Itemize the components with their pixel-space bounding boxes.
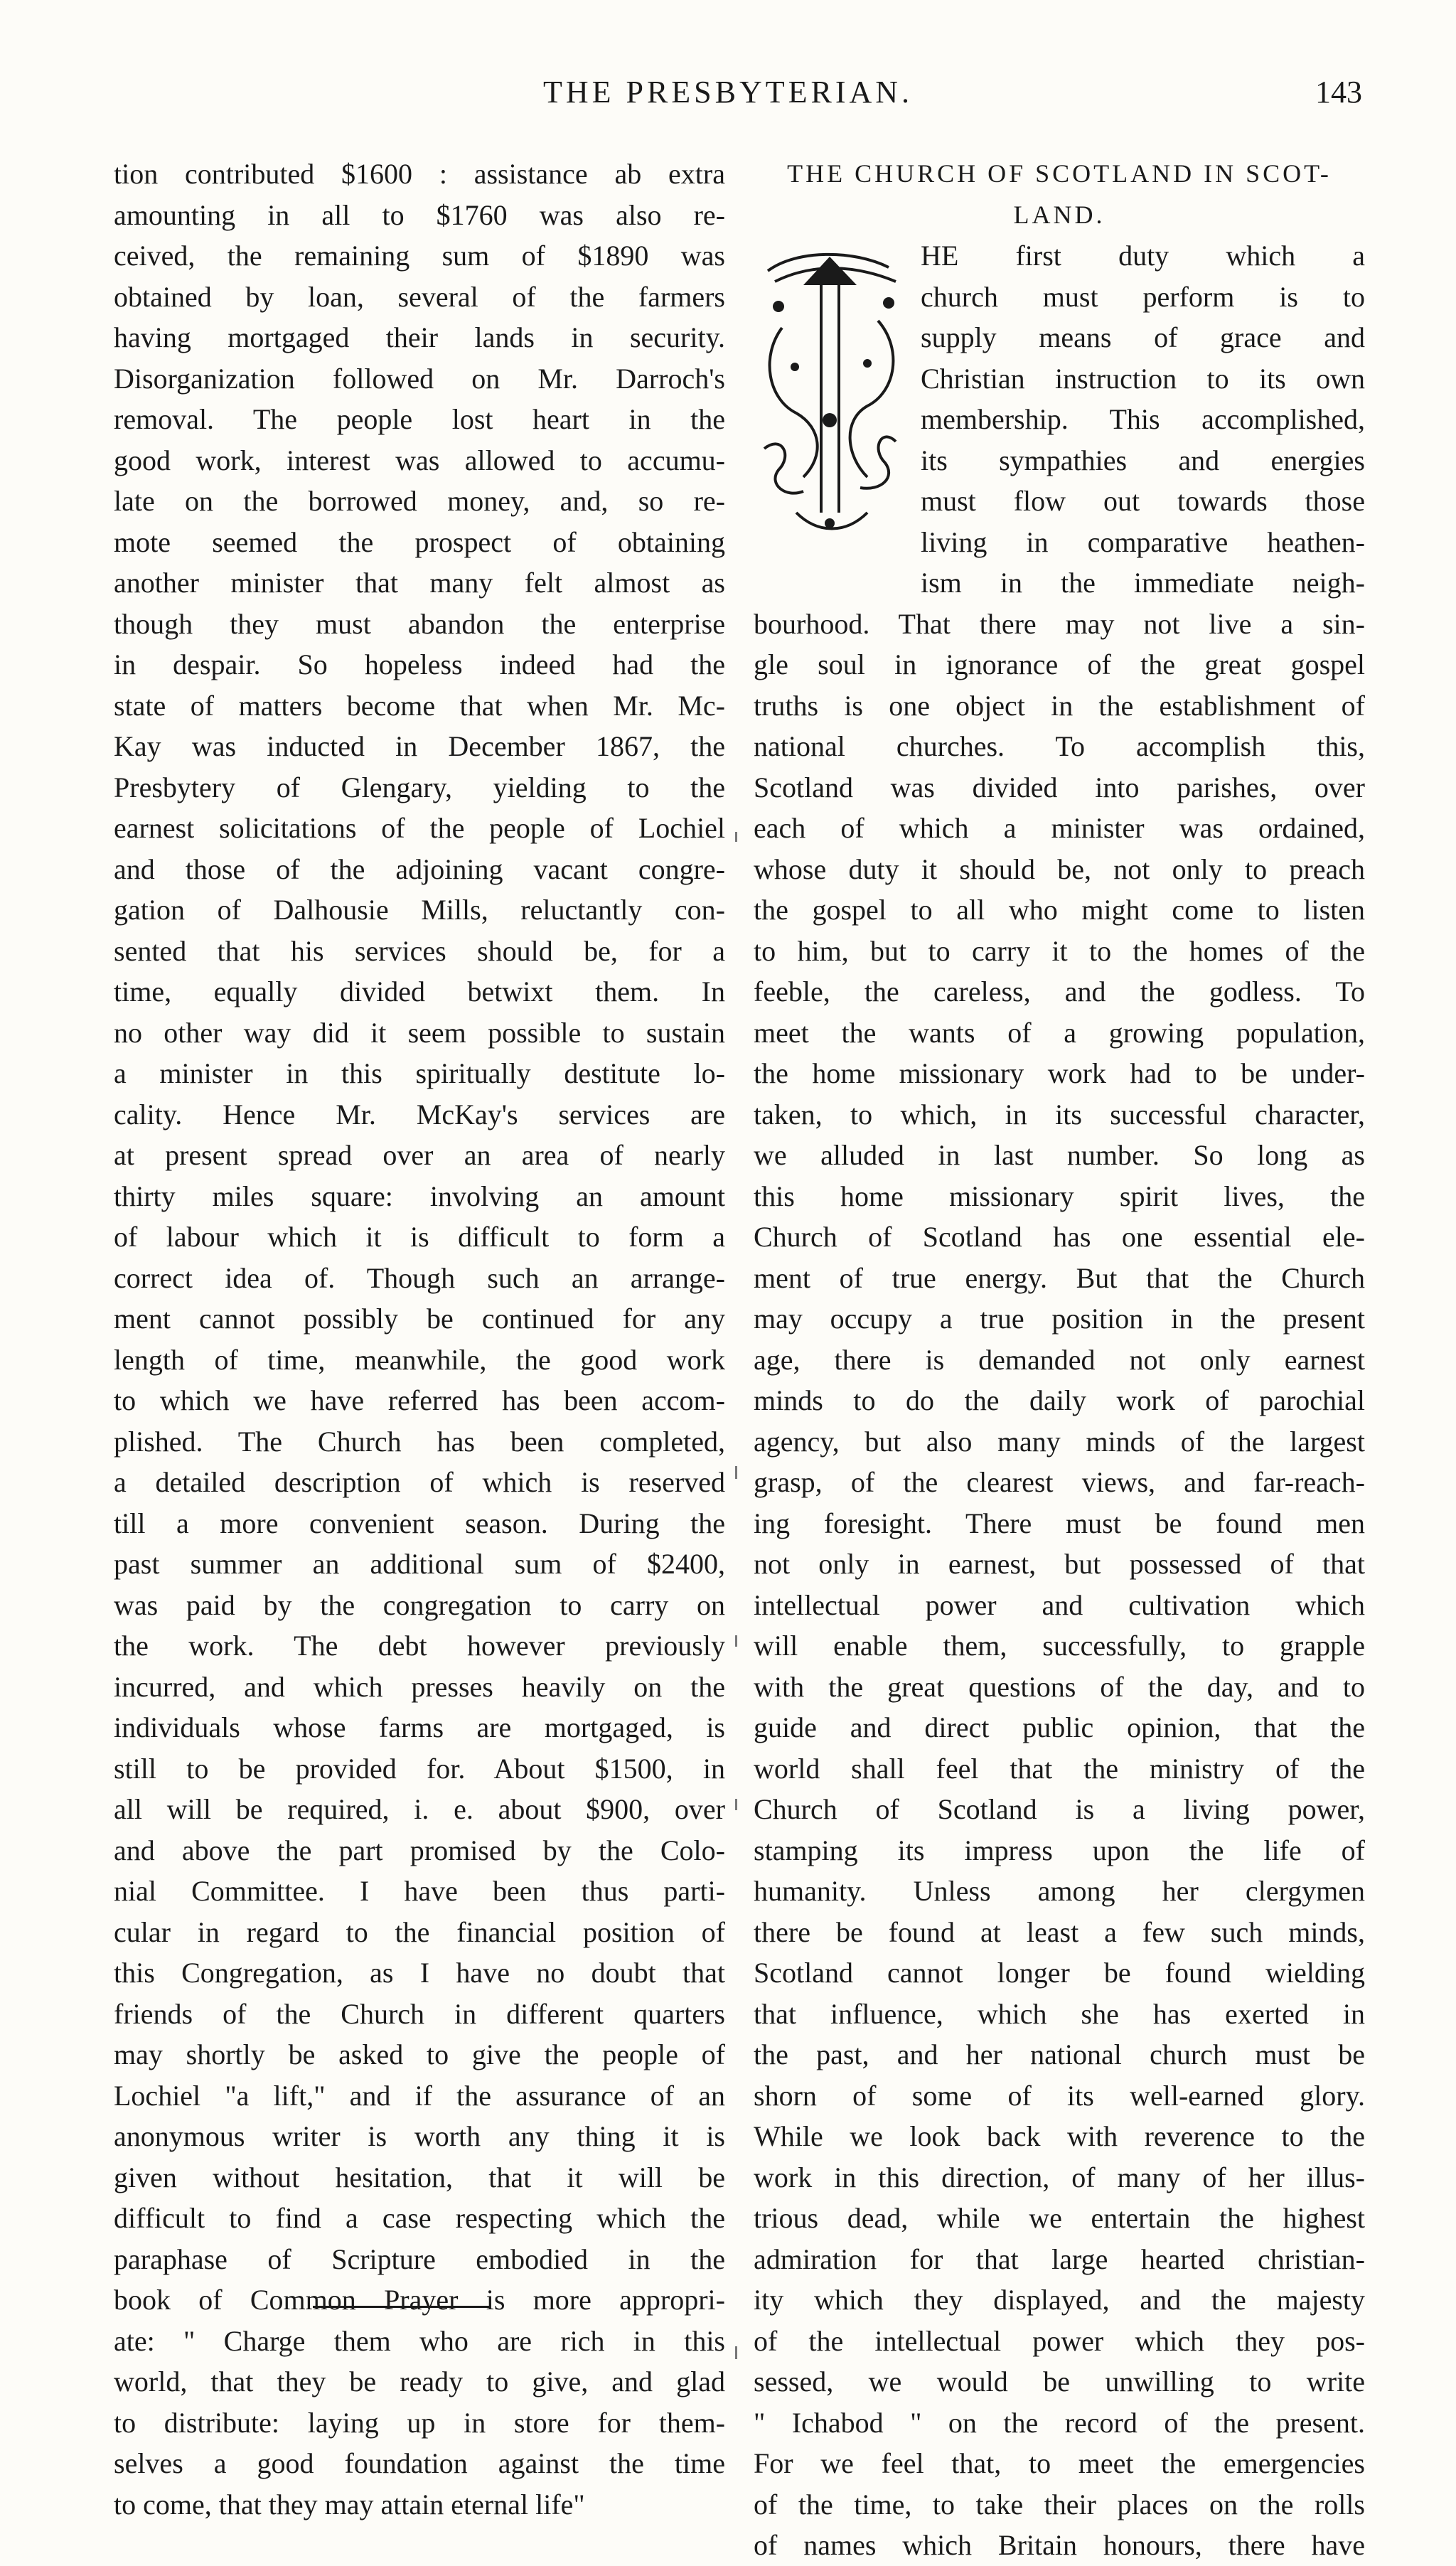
text-line: selves a good foundation against the time [114, 2447, 725, 2479]
text-line: church must perform is to [921, 280, 1365, 313]
text-line: age, there is demanded not only earnest [754, 1343, 1365, 1376]
text-line: gation of Dalhousie Mills, reluctantly con- [114, 894, 725, 926]
text-line: in despair. So hopeless indeed had the [114, 648, 725, 680]
text-line: national churches. To accomplish this, [754, 730, 1365, 762]
gutter-speck [735, 2346, 737, 2359]
text-line: plished. The Church has been completed, [114, 1425, 725, 1458]
gutter-speck [735, 1466, 737, 1479]
text-line: guide and direct public opinion, that the [754, 1711, 1365, 1743]
text-line: not only in earnest, but possessed of that [754, 1548, 1365, 1580]
text-line: shorn of some of its well-earned glory. [754, 2079, 1365, 2112]
text-line: admiration for that large hearted christian- [754, 2242, 1365, 2275]
text-line: we alluded in last number. So long as [754, 1139, 1365, 1171]
text-line: though they must abandon the enterprise [114, 607, 725, 640]
text-line: truths is one object in the establishment of [754, 689, 1365, 722]
text-line: till a more convenient season. During the [114, 1507, 725, 1539]
text-line: incurred, and which presses heavily on the [114, 1670, 725, 1703]
text-line: grasp, of the clearest views, and far-reach- [754, 1466, 1365, 1498]
text-line: the work. The debt however previously [114, 1630, 725, 1662]
text-line: anonymous writer is worth any thing it is [114, 2120, 725, 2152]
text-line: gle soul in ignorance of the great gospel [754, 648, 1365, 680]
text-line: taken, to which, in its successful character, [754, 1098, 1365, 1130]
text-line: world shall feel that the ministry of the [754, 1752, 1365, 1785]
text-line: of names which Britain honours, there have [754, 2529, 1365, 2561]
text-line: ism in the immediate neigh- [921, 567, 1365, 599]
text-line: minds to do the daily work of parochial [754, 1384, 1365, 1416]
text-line: ate: " Charge them who are rich in this [114, 2324, 725, 2357]
text-line: of the intellectual power which they pos- [754, 2324, 1365, 2357]
text-line: length of time, meanwhile, the good work [114, 1343, 725, 1376]
running-title: THE PRESBYTERIAN. [542, 75, 914, 109]
text-line: feeble, the careless, and the godless. To [754, 975, 1365, 1007]
text-line: at present spread over an area of nearly [114, 1139, 725, 1171]
text-line: and above the part promised by the Colo- [114, 1834, 725, 1866]
text-line: living in comparative heathen- [921, 525, 1365, 558]
text-line: time, equally divided betwixt them. In [114, 975, 725, 1007]
gutter-speck [735, 1799, 737, 1810]
text-line: work in this direction, of many of her illus- [754, 2161, 1365, 2193]
text-line: individuals whose farms are mortgaged, is [114, 1711, 725, 1743]
text-line: cality. Hence Mr. McKay's services are [114, 1098, 725, 1130]
text-line: ing foresight. There must be found men [754, 1507, 1365, 1539]
text-line: late on the borrowed money, and, so re- [114, 485, 725, 517]
text-line: correct idea of. Though such an arrange- [114, 1261, 725, 1294]
text-line: book of Common Prayer is more appropri- [114, 2284, 725, 2316]
text-line: Scotland was divided into parishes, over [754, 771, 1365, 803]
text-line: obtained by loan, several of the farmers [114, 280, 725, 313]
text-line: state of matters become that when Mr. Mc- [114, 689, 725, 722]
text-line: may occupy a true position in the present [754, 1303, 1365, 1335]
text-line: given without hesitation, that it will be [114, 2161, 725, 2193]
text-line: ceived, the remaining sum of $1890 was [114, 240, 725, 272]
text-line: with the great questions of the day, and to [754, 1670, 1365, 1703]
text-line: to distribute: laying up in store for them- [114, 2406, 725, 2439]
text-line: trious dead, while we entertain the highest [754, 2202, 1365, 2234]
text-line: and those of the adjoining vacant congre- [114, 852, 725, 885]
text-line: tion contributed $1600 : assistance ab extra [114, 158, 725, 190]
gutter-speck [735, 1635, 737, 1647]
text-line: Church of Scotland has one essential ele- [754, 1221, 1365, 1253]
text-line: friends of the Church in different quarters [114, 1997, 725, 2030]
text-line: mote seemed the prospect of obtaining [114, 525, 725, 558]
text-line: earnest solicitations of the people of Lochiel [114, 812, 725, 844]
text-line: Scotland cannot longer be found wielding [754, 1957, 1365, 1989]
text-line: there be found at least a few such minds, [754, 1915, 1365, 1948]
text-line: the gospel to all who might come to listen [754, 894, 1365, 926]
text-line: this home missionary spirit lives, the [754, 1180, 1365, 1212]
text-line: good work, interest was allowed to accumu- [114, 444, 725, 476]
text-line: removal. The people lost heart in the [114, 403, 725, 435]
text-line: the past, and her national church must be [754, 2038, 1365, 2070]
text-line: bourhood. That there may not live a sin- [754, 607, 1365, 640]
text-line: all will be required, i. e. about $900, over [114, 1793, 725, 1825]
text-line: ment of true energy. But that the Church [754, 1261, 1365, 1294]
text-line: meet the wants of a growing population, [754, 1016, 1365, 1049]
text-line: world, that they be ready to give, and glad [114, 2365, 725, 2397]
text-line: Presbytery of Glengary, yielding to the [114, 771, 725, 803]
text-line: HE first duty which a [921, 240, 1365, 272]
text-line: another minister that many felt almost as [114, 567, 725, 599]
text-line: membership. This accomplished, [921, 403, 1365, 435]
text-line: supply means of grace and [921, 321, 1365, 353]
text-line: " Ichabod " on the record of the present. [754, 2406, 1365, 2439]
text-line: past summer an additional sum of $2400, [114, 1548, 725, 1580]
text-line: this Congregation, as I have no doubt that [114, 1957, 725, 1989]
text-line: intellectual power and cultivation which [754, 1588, 1365, 1621]
text-line: ity which they displayed, and the majesty [754, 2284, 1365, 2316]
text-line: Kay was inducted in December 1867, the [114, 730, 725, 762]
text-line: thirty miles square: involving an amount [114, 1180, 725, 1212]
text-line: Church of Scotland is a living power, [754, 1793, 1365, 1825]
text-line: For we feel that, to meet the emergencies [754, 2447, 1365, 2479]
page-number: 143 [1315, 75, 1362, 109]
text-line: the home missionary work had to be under- [754, 1057, 1365, 1089]
ornamental-dropcap-icon [754, 242, 910, 548]
text-line: agency, but also many minds of the largest [754, 1425, 1365, 1458]
text-line: no other way did it seem possible to sustain [114, 1016, 725, 1049]
article-end-rule [313, 2306, 491, 2308]
text-line: still to be provided for. About $1500, in [114, 1752, 725, 1785]
text-line: ment cannot possibly be continued for any [114, 1303, 725, 1335]
text-line: stamping its impress upon the life of [754, 1834, 1365, 1866]
text-line: While we look back with reverence to the [754, 2120, 1365, 2152]
opening-paragraph [754, 235, 1365, 604]
gutter-speck [735, 832, 737, 842]
text-line: each of which a minister was ordained, [754, 812, 1365, 844]
text-line: that influence, which she has exerted in [754, 1997, 1365, 2030]
text-line: of the time, to take their places on the rolls [754, 2488, 1365, 2520]
text-line: Disorganization followed on Mr. Darroch's [114, 362, 725, 395]
article-title: LAND. [1013, 200, 1106, 229]
text-line: a minister in this spiritually destitute lo- [114, 1057, 725, 1089]
text-line: humanity. Unless among her clergymen [754, 1875, 1365, 1907]
text-line: amounting in all to $1760 was also re- [114, 198, 725, 231]
left-column [114, 154, 725, 2525]
text-line: must flow out towards those [921, 485, 1365, 517]
text-line: to come, that they may attain eternal life" [114, 2488, 585, 2520]
text-line: to which we have referred has been accom- [114, 1384, 725, 1416]
text-line: its sympathies and energies [921, 444, 1365, 476]
text-line: a detailed description of which is reserved [114, 1466, 725, 1498]
text-line: difficult to find a case respecting which the [114, 2202, 725, 2234]
text-line: having mortgaged their lands in security. [114, 321, 725, 353]
text-line: sented that his services should be, for a [114, 934, 725, 967]
text-line: nial Committee. I have been thus parti- [114, 1875, 725, 1907]
text-line: may shortly be asked to give the people of [114, 2038, 725, 2070]
right-column [754, 154, 1365, 2566]
text-line: whose duty it should be, not only to preach [754, 852, 1365, 885]
text-line: cular in regard to the financial position of [114, 1915, 725, 1948]
text-line: was paid by the congregation to carry on [114, 1588, 725, 1621]
text-line: Christian instruction to its own [921, 362, 1365, 395]
text-line: sessed, we would be unwilling to write [754, 2365, 1365, 2397]
text-line: Lochiel "a lift," and if the assurance of an [114, 2079, 725, 2112]
text-line: to him, but to carry it to the homes of the [754, 934, 1365, 967]
text-line: of labour which it is difficult to form a [114, 1221, 725, 1253]
article-title: THE CHURCH OF SCOTLAND IN SCOT- [787, 159, 1332, 188]
text-line: paraphase of Scripture embodied in the [114, 2242, 725, 2275]
text-line: will enable them, successfully, to grapple [754, 1630, 1365, 1662]
